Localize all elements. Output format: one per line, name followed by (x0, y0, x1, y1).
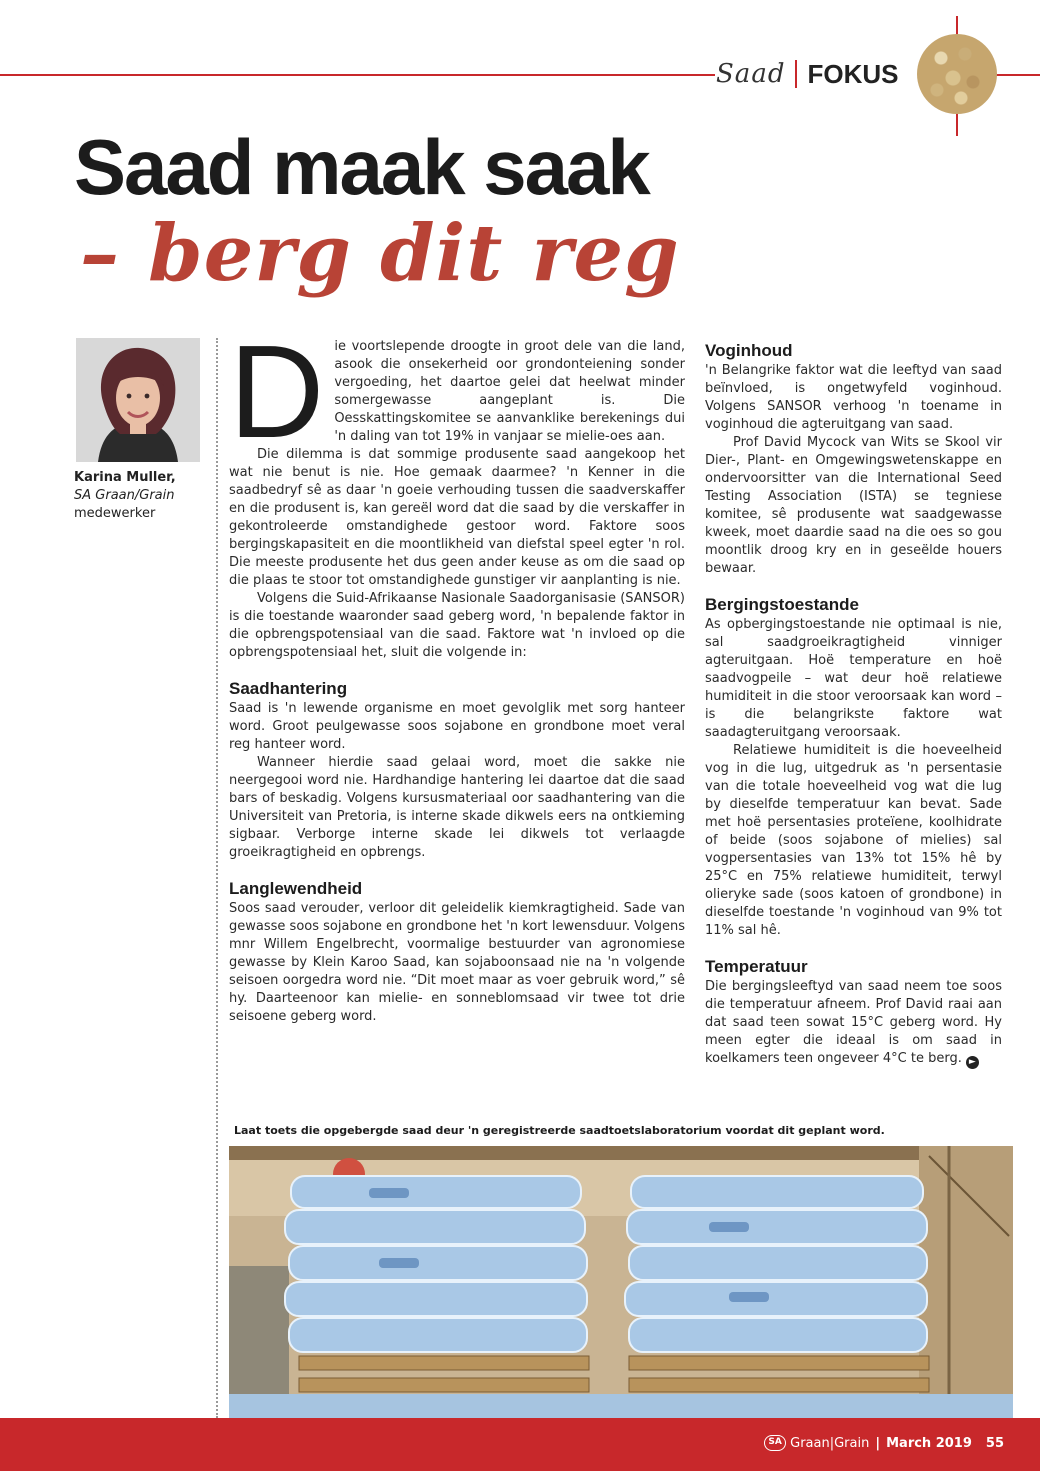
page-number: 55 (985, 1435, 1004, 1451)
article-subtitle: – berg dit reg (80, 208, 680, 299)
section-tag: FOKUS (807, 58, 899, 89)
photo-caption: Laat toets die opgebergde saad deur 'n geregistreerde saadtoetslaboratorium voordat dit geplant word. (234, 1124, 885, 1137)
paragraph: Wanneer hierdie saad gelaai word, moet die sakke nie neergegooi word nie. Hardhandige hantering lei daartoe dat die saad bars of beskadig. Volgens kursusmateriaal oor saadhantering van die Universiteit van Pretoria, is interne skade dikwels eers na ontkieming sigbaar. Verborge interne skade lei dikwels tot verlaagde groeikragtigheid en opbrengs. (229, 755, 685, 860)
paragraph-last (705, 978, 1002, 1069)
article-title: Saad maak saak (74, 123, 649, 211)
article-column-left (229, 318, 685, 1026)
section-name: Saad (716, 59, 786, 89)
paragraph: Relatiewe humiditeit is die hoeveelheid vog in die lug, uitgedruk as 'n persentasie van die totale hoeveelheid vog wat die lug by dieselfde temperatuur kan bevat. Sade met hoë persentasies proteïene, koolhidrate of beide (soos sojabone of mielies) sal vogpersentasies van 13% tot 15% hê by 25°C en 75% relatiewe humiditeit, terwyl olieryke sade (soos katoen of grondbone) in dieselfde toestande 'n voginhoud van 9% tot 11% sal hê. (705, 743, 1002, 938)
footer-date: March 2019 (886, 1435, 972, 1451)
sa-logo-icon: SA (764, 1435, 786, 1451)
subheading-saadhantering: Saadhantering (229, 679, 348, 698)
paragraph: 'n Belangrike faktor wat die leeftyd van saad beïnvloed, is ongetwyfeld voginhoud. Volgens SANSOR verhoog 'n toename in voginhoud die agteruitgang van saad. (705, 363, 1002, 432)
subheading-voginhoud: Voginhoud (705, 341, 793, 360)
author-publication: SA Graan/Grain (74, 488, 175, 503)
continue-arrow-icon: ► (966, 1056, 979, 1069)
paragraph: Soos saad verouder, verloor dit geleidelik kiemkragtigheid. Sade van gewasse soos sojabone en grondbone het 'n kort lewensduur. Volgens mnr Willem Engelbrecht, voormalige bestuurder van agronomiese gewasse by Klein Karoo Saad, kan sojaboonsaad nie na 'n volgende seisoen oorgedra word nie. “Dit moet maar as voer gebruik word,” sê hy. Daarteenoor kan mielie- en sonneblomsaad vir twee tot drie seisoene geberg word. (229, 901, 685, 1024)
paragraph-text: Die bergingsleeftyd van saad neem toe soos die temperatuur afneem. Prof David raai aan dat saad teen sowat 15°C geberg word. Hy meen egter die ideaal is om saad in koelkamers teen ongeveer 4°C te berg. (705, 979, 1002, 1066)
subheading-temperatuur: Temperatuur (705, 957, 808, 976)
subheading-bergingstoestande: Bergingstoestande (705, 595, 859, 614)
page-footer (0, 1418, 1040, 1471)
footer-separator: | (875, 1435, 881, 1451)
header-rule-left (0, 74, 715, 76)
author-name: Karina Muller, (74, 470, 176, 485)
author-portrait-icon (76, 338, 200, 462)
article-column-right (705, 338, 1002, 1069)
paragraph: Prof David Mycock van Wits se Skool vir Dier-, Plant- en Omgewingswetenskappe en ondervoorsitter van die International Seed Testing Association (ISTA) se tegniese komitee, sê produsente wat saadgewasse kweek, moet daardie saad na die oes so gou moontlik droog kry en in geseëlde houers bewaar. (705, 435, 1002, 576)
footer-info (764, 1435, 1004, 1451)
paragraph: Die dilemma is dat sommige produsente saad aangekoop het wat nie benut is nie. Hoe gemaak daarmee? 'n Kenner in die saadbedryf sê as daar 'n goeie verhouding tussen die saadverskaffer en die produsent is, kan gereël word dat die saad by die verskaffer in gekontroleerde omstandighede gestoor word. Faktore soos bergingskapasiteit en die moontlikheid van diefstal speel egter 'n rol. Die meeste produsente het dus geen ander keuse as om die saad op die plaas te stoor tot omstandighede gunstiger vir aanplanting is nie. (229, 447, 685, 588)
seed-image (917, 34, 997, 114)
pallet-seed-bags-icon (229, 1146, 1013, 1418)
paragraph: ie voortslepende droogte in groot dele van die land, asook die onsekerheid oor grondonteiening sonder vergoeding, het daartoe gelei dat heelwat minder somergewasse aangeplant is. Die Oesskattingskomitee se aanvanklike berekenings dui 'n daling van tot 19% in vanjaar se mielie-oes aan. (334, 339, 685, 444)
section-divider (795, 60, 797, 88)
header-rule-right (995, 74, 1040, 76)
footer-brand: Graan|Grain (790, 1435, 870, 1451)
column-divider (216, 338, 218, 1418)
paragraph: Volgens die Suid-Afrikaanse Nasionale Saadorganisasie (SANSOR) is die toestande waaronder saad geberg word, 'n bepalende faktor in die opbrengspotensiaal van die saad. Faktore wat 'n invloed op die opbrengspotensiaal het, sluit die volgende in: (229, 591, 685, 660)
drop-cap: D (229, 318, 325, 465)
seed-bags-photo (229, 1146, 1013, 1418)
paragraph: As opbergingstoestande nie optimaal is nie, sal saadgroeikragtigheid vinniger agteruitgaan. Hoë temperature en hoë saadvogpeile – wat deur hoë relatiewe humiditeit in die stoor veroorsaak kan word – is die belangrikste faktore wat saadagteruitgang veroorsaak. (705, 617, 1002, 740)
author-photo (76, 338, 200, 462)
paragraph: Saad is 'n lewende organisme en moet gevolglik met sorg hanteer word. Groot peulgewasse soos sojabone en grondbone moet veral reg hanteer word. (229, 701, 685, 752)
subheading-langlewendheid: Langlewendheid (229, 879, 363, 898)
author-role: medewerker (74, 506, 156, 521)
section-label (716, 54, 898, 94)
